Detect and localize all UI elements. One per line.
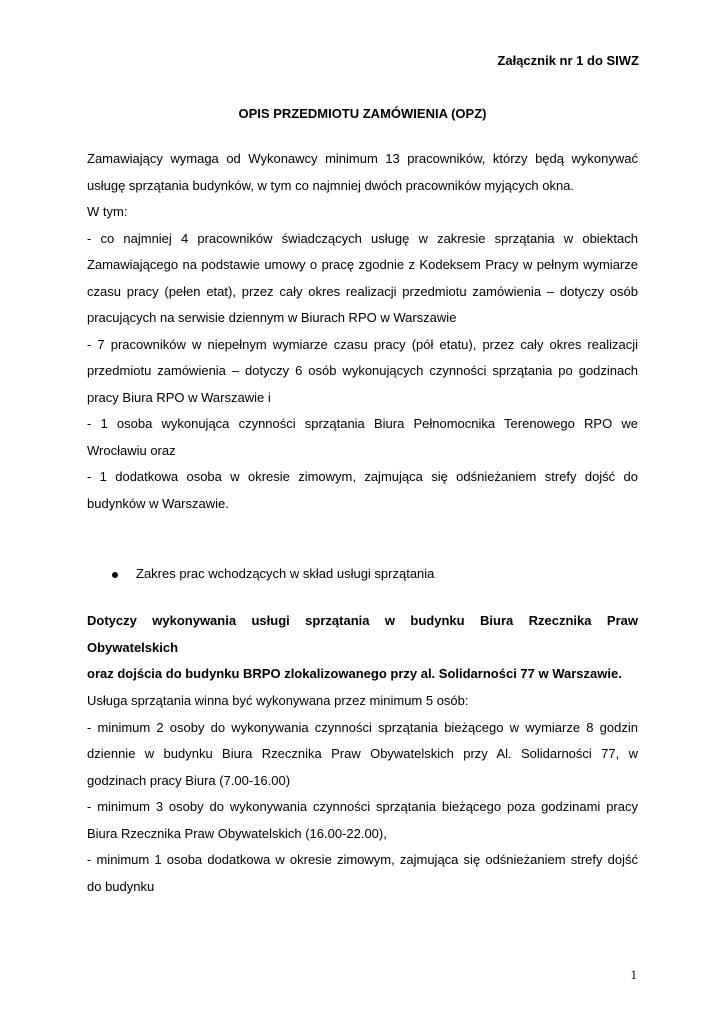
text-line: oraz dojścia do budynku BRPO zlokalizowanego przy al. Solidarności 77 w Warszawie. [87, 666, 622, 681]
bullet-item [112, 566, 434, 581]
text-line: - minimum 1 osoba dodatkowa w okresie zimowym, zajmująca się odśnieżaniem strefy dojść [87, 852, 638, 867]
attachment-label: Załącznik nr 1 do SIWZ [497, 53, 639, 68]
text-line: czasu pracy (pełen etat), przez cały okres realizacji przedmiotu zamówienia – dotyczy osób [87, 283, 638, 299]
bullet-icon [112, 572, 118, 578]
text-line: budynków w Warszawie. [87, 495, 229, 511]
text-line: godzinach pracy Biura (7.00-16.00) [87, 772, 291, 788]
text-line: Usługa sprzątania winna być wykonywana przez minimum 5 osób: [87, 693, 469, 708]
text-line: - 1 osoba wykonująca czynności sprzątania Biura Pełnomocnika Terenowego RPO we [87, 416, 638, 431]
text-line: Wrocławiu oraz [87, 442, 176, 458]
text-line: - 1 dodatkowa osoba w okresie zimowym, zajmująca się odśnieżaniem strefy dojść do [87, 469, 638, 484]
page-number: 1 [630, 967, 637, 982]
text-line: - minimum 3 osoby do wykonywania czynności sprzątania bieżącego poza godzinami pracy [87, 799, 638, 814]
text-line: dziennie w budynku Biura Rzecznika Praw Obywatelskich przy Al. Solidarności 77, w [87, 746, 638, 761]
text-line: przedmiotu zamówienia – dotyczy 6 osób wykonujących czynności sprzątania po godzinach [87, 363, 638, 378]
text-line: - co najmniej 4 pracowników świadczących usługę w zakresie sprzątania w obiektach [87, 230, 638, 246]
text-line: Zamawiający wymaga od Wykonawcy minimum 13 pracowników, którzy będą wykonywać [87, 151, 638, 166]
intro-paragraph [87, 146, 638, 517]
text-line: pracy Biura RPO w Warszawie i [87, 389, 271, 405]
text-line: pracujących na serwisie dziennym w Biurach RPO w Warszawie [87, 310, 457, 325]
text-line: Zamawiającego na podstawie umowy o pracę zgodnie z Kodeksem Pracy w pełnym wymiarze [87, 257, 638, 272]
text-line: - 7 pracowników w niepełnym wymiarze czasu pracy (pół etatu), przez cały okres realizacji [87, 336, 638, 352]
service-paragraph [87, 688, 638, 900]
text-line: Biura Rzecznika Praw Obywatelskich (16.00-22.00), [87, 825, 387, 841]
text-line: usługę sprzątania budynków, w tym co najmniej dwóch pracowników myjących okna. [87, 177, 575, 193]
bullet-text: Zakres prac wchodzących w skład usługi sprzątania [136, 566, 435, 581]
text-line: W tym: [87, 204, 128, 219]
text-line: Dotyczy wykonywania usługi sprzątania w budynku Biura Rzecznika Praw Obywatelskich [87, 613, 638, 655]
document-title: OPIS PRZEDMIOTU ZAMÓWIENIA (OPZ) [238, 106, 487, 121]
scope-heading [87, 608, 638, 688]
text-line: do budynku [87, 878, 155, 894]
text-line: - minimum 2 osoby do wykonywania czynności sprzątania bieżącego w wymiarze 8 godzin [87, 719, 638, 735]
